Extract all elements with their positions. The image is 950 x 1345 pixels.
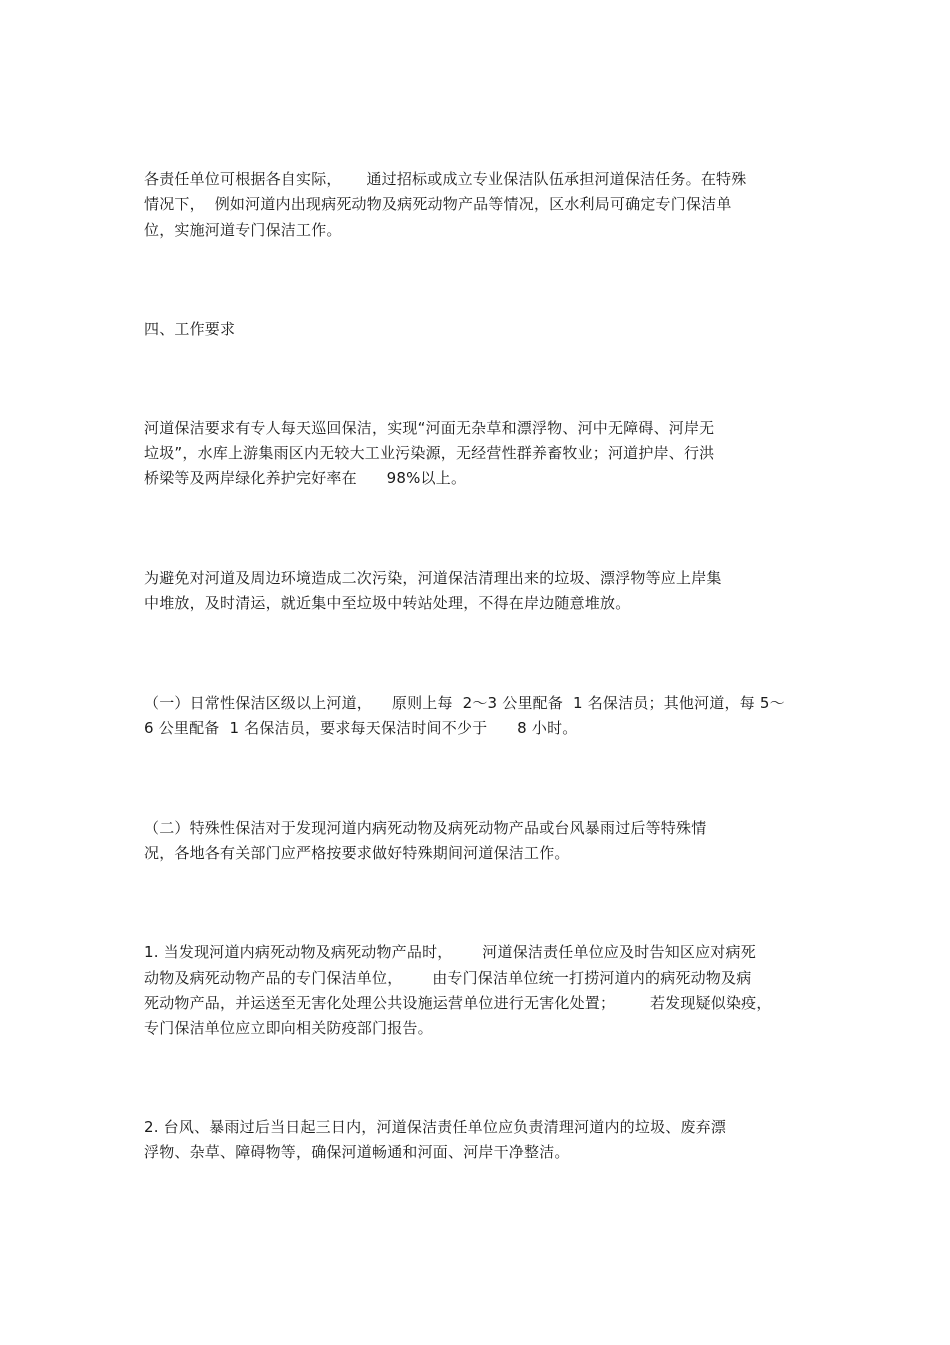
section-heading: 四、工作要求 — [144, 320, 236, 338]
paragraph-1-line-3: 位，实施河道专门保洁工作。 — [144, 221, 342, 239]
paragraph-4-line-2: 中堆放，及时清运，就近集中至垃圾中转站处理，不得在岸边随意堆放。 — [144, 594, 631, 612]
paragraph-7-line-3: 死动物产品，并运送至无害化处理公共设施运营单位进行无害化处置； 若发现疑似染疫， — [144, 994, 772, 1012]
paragraph-7-line-2: 动物及病死动物产品的专门保洁单位， 由专门保洁单位统一打捞河道内的病死动物及病 — [144, 969, 752, 987]
paragraph-8-line-1: 2. 台风、暴雨过后当日起三日内，河道保洁责任单位应负责清理河道内的垃圾、废弃漂 — [144, 1118, 727, 1136]
paragraph-7-line-1: 1. 当发现河道内病死动物及病死动物产品时， 河道保洁责任单位应及时告知区应对病死 — [144, 943, 756, 961]
paragraph-6-line-1: （二）特殊性保洁对于发现河道内病死动物及病死动物产品或台风暴雨过后等特殊情 — [144, 819, 707, 837]
paragraph-1-line-2: 情况下， 例如河道内出现病死动物及病死动物产品等情况，区水利局可确定专门保洁单 — [144, 195, 732, 213]
paragraph-8-line-2: 浮物、杂草、障碍物等，确保河道畅通和河面、河岸干净整洁。 — [144, 1143, 570, 1161]
paragraph-4-line-1: 为避免对河道及周边环境造成二次污染，河道保洁清理出来的垃圾、漂浮物等应上岸集 — [144, 569, 722, 587]
paragraph-1-line-1: 各责任单位可根据各自实际， 通过招标或成立专业保洁队伍承担河道保洁任务。在特殊 — [144, 170, 747, 188]
paragraph-5-line-2: 6 公里配备 1 名保洁员，要求每天保洁时间不少于 8 小时。 — [144, 719, 578, 737]
paragraph-7-line-4: 专门保洁单位应立即向相关防疫部门报告。 — [144, 1019, 433, 1037]
paragraph-3-line-1: 河道保洁要求有专人每天巡回保洁，实现“河面无杂草和漂浮物、河中无障碍、河岸无 — [144, 419, 715, 437]
paragraph-3-line-3: 桥梁等及两岸绿化养护完好率在 98%以上。 — [144, 469, 467, 487]
paragraph-3-line-2: 垃圾”，水库上游集雨区内无较大工业污染源，无经营性群养畜牧业；河道护岸、行洪 — [144, 444, 715, 462]
paragraph-6-line-2: 况，各地各有关部门应严格按要求做好特殊期间河道保洁工作。 — [144, 844, 570, 862]
paragraph-5-line-1: （一）日常性保洁区级以上河道， 原则上每 2～3 公里配备 1 名保洁员；其他河道，每 5～ — [144, 694, 785, 712]
